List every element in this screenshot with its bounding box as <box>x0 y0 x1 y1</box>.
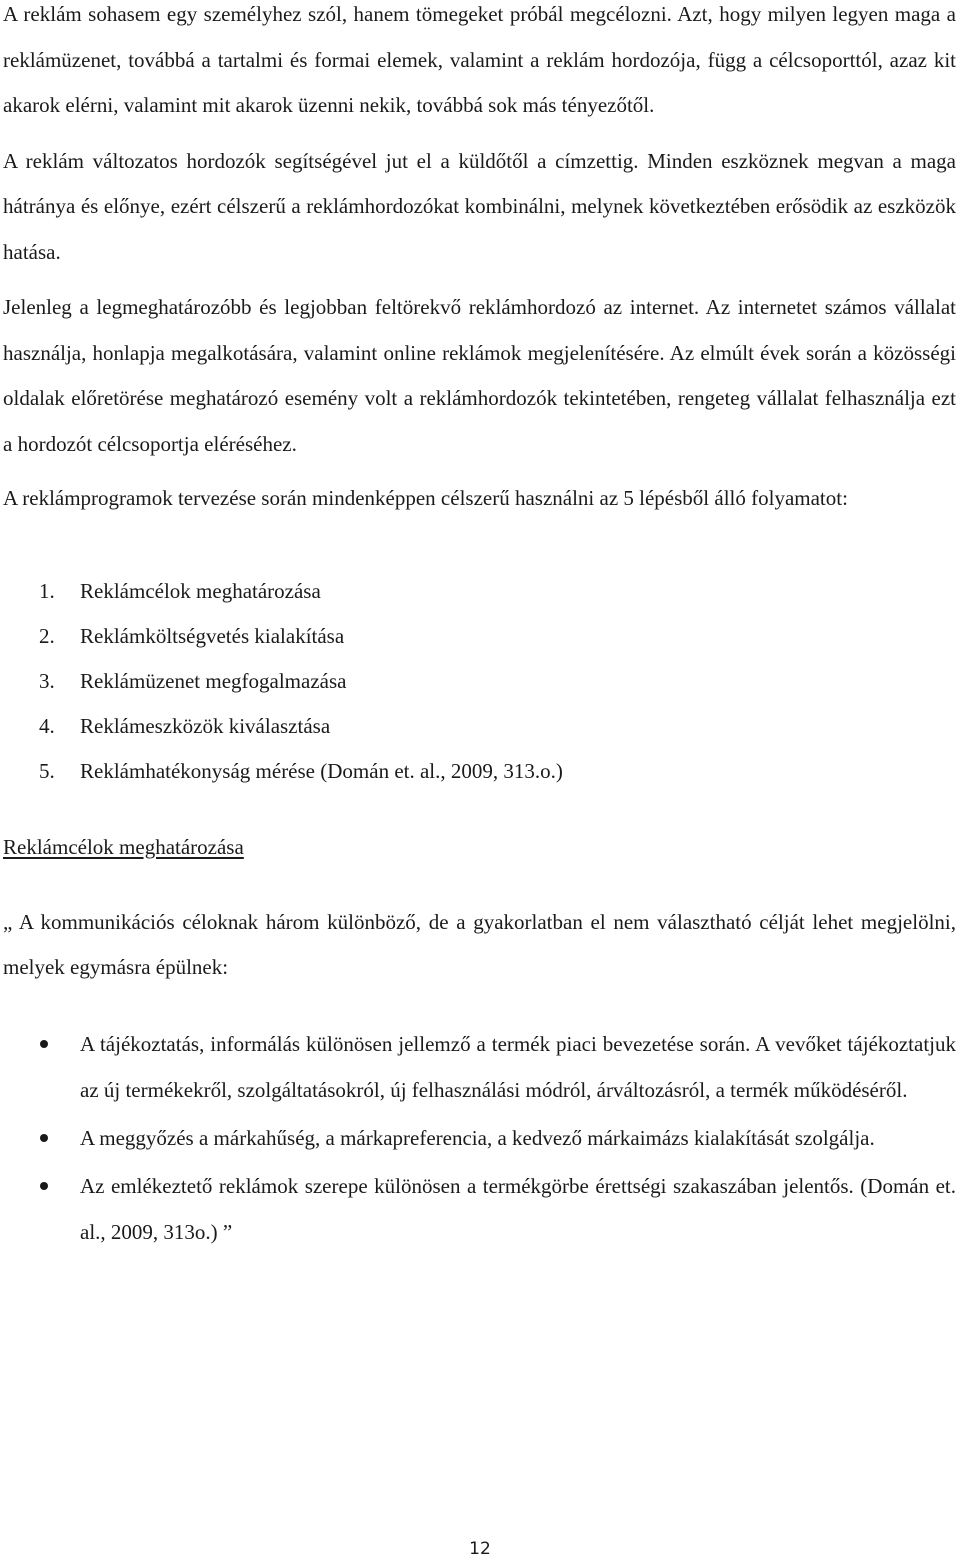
step-text: Reklámüzenet megfogalmazása <box>80 668 347 693</box>
list-item <box>39 659 956 704</box>
list-item <box>3 1021 956 1113</box>
step-text: Reklámeszközök kiválasztása <box>80 714 331 739</box>
list-item <box>3 1163 956 1255</box>
bullet-text: A tájékoztatás, informálás különösen jellemző a termék piaci bevezetése során. A vevőket tájékoztatjuk az új termékekről, szolgáltatásokról, új felhasználási módról, árváltozásról, a termék működéséről. <box>80 1031 956 1102</box>
media-paragraph: A reklám változatos hordozók segítségével jut el a küldőtől a címzettig. Minden eszköznek megvan a maga hátránya és előnye, ezért célszerű a reklámhordozókat kombinálni, melynek következtében erősödik az eszközök hatása. <box>3 148 956 264</box>
list-item <box>39 569 956 614</box>
steps-list <box>3 569 956 795</box>
step-number: 4. <box>39 714 55 739</box>
list-item <box>39 704 956 749</box>
bullet-text: Az emlékeztető reklámok szerepe különösen a termékgörbe érettségi szakaszában jelentős. (Domán et. al., 2009, 313o.) ” <box>80 1173 956 1244</box>
bullet-icon <box>40 1182 48 1190</box>
list-item <box>39 614 956 659</box>
step-number: 3. <box>39 668 55 693</box>
process-paragraph: A reklámprogramok tervezése során mindenképpen célszerű használni az 5 lépésből álló folyamatot: <box>3 486 848 510</box>
quote-intro-paragraph: „ A kommunikációs céloknak három különböző, de a gyakorlatban el nem választható célját lehet megjelölni, melyek egymásra épülnek: <box>3 909 956 980</box>
page-number: 12 <box>469 1539 491 1559</box>
step-text: Reklámcélok meghatározása <box>80 578 321 603</box>
bullet-text: A meggyőzés a márkahűség, a márkapreferencia, a kedvező márkaimázs kialakítását szolgálja. <box>80 1125 875 1150</box>
step-text: Reklámköltségvetés kialakítása <box>80 623 345 648</box>
list-item <box>39 749 956 794</box>
document-page <box>3 0 956 1255</box>
bullet-icon <box>40 1040 48 1048</box>
step-number: 1. <box>39 578 55 603</box>
step-number: 5. <box>39 759 55 784</box>
bullet-list <box>3 1021 956 1255</box>
intro-paragraph: A reklám sohasem egy személyhez szól, hanem tömegeket próbál megcélozni. Azt, hogy milyen legyen maga a reklámüzenet, továbbá a tartalmi és formai elemek, valamint a reklám hordozója, függ a célcsoporttól, azaz kit akarok elérni, valamint mit akarok üzenni nekik, továbbá sok más tényezőtől. <box>3 2 956 117</box>
step-text: Reklámhatékonyság mérése (Domán et. al., 2009, 313.o.) <box>80 759 563 784</box>
step-number: 2. <box>39 623 55 648</box>
bullet-icon <box>40 1134 48 1142</box>
section-heading: Reklámcélok meghatározása <box>3 834 244 859</box>
list-item <box>3 1115 956 1161</box>
internet-paragraph: Jelenleg a legmeghatározóbb és legjobban feltörekvő reklámhordozó az internet. Az internetet számos vállalat használja, honlapja megalkotására, valamint online reklámok megjelenítésére. Az elmúlt évek során a közösségi oldalak előretörése meghatározó esemény volt a reklámhordozók tekintetében, rengeteg vállalat felhasználja ezt a hordozót célcsoportja eléréséhez. <box>3 295 956 456</box>
